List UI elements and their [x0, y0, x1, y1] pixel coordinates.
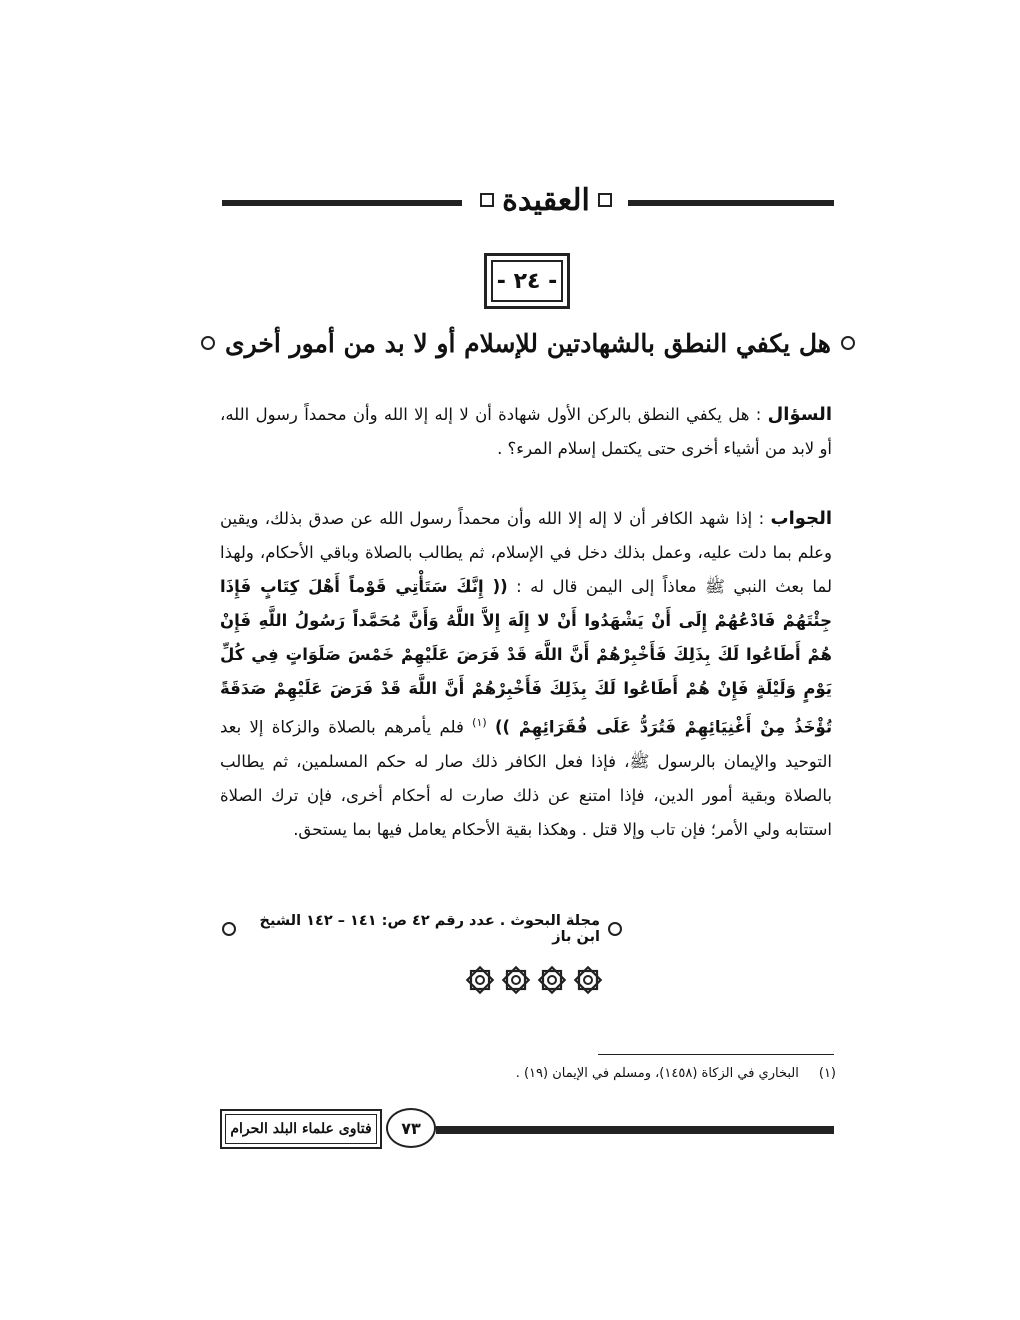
circle-bullet-icon — [841, 336, 855, 350]
footnote-text: البخاري في الزكاة (١٤٥٨)، ومسلم في الإيمان (١٩) . — [515, 1066, 799, 1081]
decorative-ornament — [464, 964, 604, 1004]
star-ornament-icon — [500, 964, 532, 996]
fatwa-number-box — [484, 253, 570, 309]
star-ornament-icon — [464, 964, 496, 996]
star-ornament-icon — [572, 964, 604, 996]
footer-rule — [436, 1126, 834, 1134]
source-citation — [222, 914, 622, 944]
question-text: : هل يكفي النطق بالركن الأول شهادة أن لا إله إلا الله وأن محمداً رسول الله، أو لابد من أشياء أخرى حتى يكتمل إسلام المرء؟ . — [220, 405, 832, 458]
fatwa-number: - ٢٤ - — [491, 260, 563, 302]
footnote-number: (١) — [818, 1066, 836, 1081]
answer-label: الجواب — [770, 508, 832, 529]
section-header — [466, 178, 626, 222]
hadith-quote: (( إِنَّكَ سَتَأْتِي قَوْماً أَهْلَ كِتَابٍ فَإِذَا جِئْتَهُمْ فَادْعُهُمْ إِلَى أَنْ يَشْهَدُوا أَنْ لا إِلَهَ إِلاَّ اللَّهُ وَأَنَّ مُحَمَّداً رَسُولُ اللَّهِ فَإِنْ هُمْ أَطَاعُوا لَكَ بِذَلِكَ فَأَخْبِرْهُمْ أَنَّ اللَّهَ قَدْ فَرَضَ عَلَيْهِمْ خَمْسَ صَلَوَاتٍ فِي كُلِّ يَوْمٍ وَلَيْلَةٍ فَإِنْ هُمْ أَطَاعُوا لَكَ بِذَلِكَ فَأَخْبِرْهُمْ أَنَّ اللَّهَ قَدْ فَرَضَ عَلَيْهِمْ صَدَقَةً تُؤْخَذُ مِنْ أَغْنِيَائِهِمْ فَتُرَدُّ عَلَى فُقَرَائِهِمْ )) — [220, 577, 833, 737]
book-title-box — [220, 1109, 382, 1149]
section-title: العقيدة — [502, 182, 590, 218]
question-heading-text: هل يكفي النطق بالشهادتين للإسلام أو لا بد من أمور أخرى — [225, 328, 831, 358]
book-title: فتاوى علماء البلد الحرام — [225, 1114, 377, 1144]
circle-bullet-icon — [201, 336, 215, 350]
answer-paragraph — [220, 502, 832, 847]
answer-text-after: فلم يأمرهم بالصلاة والزكاة إلا بعد التوحيد والإيمان بالرسول ﷺ، فإذا فعل الكافر ذلك صار له حكم المسلمين، ثم يطالب بالصلاة وبقية أمور الدين، فإذا امتنع عن ذلك صارت له أحكام أخرى، فإن ترك الصلاة استتابه ولي الأمر؛ فإن تاب وإلا قتل . وهكذا بقية الأحكام يعامل فيها بما يستحق. — [220, 717, 832, 839]
footnote-rule — [598, 1054, 834, 1055]
answer-text-before: : إذا شهد الكافر أن لا إله إلا الله وأن محمداً رسول الله عن صدق بذلك، ويقين وعلم بما دلت عليه، وعمل بذلك دخل في الإسلام، ثم يطالب بالصلاة وباقي الأحكام، ولهذا لما بعث النبي ﷺ معاذاً إلى اليمن قال له : — [220, 509, 832, 596]
question-heading — [225, 322, 831, 364]
question-paragraph — [220, 398, 832, 466]
page-number: ٧٣ — [386, 1108, 436, 1148]
question-label: السؤال — [767, 404, 832, 425]
circle-bullet-icon — [608, 922, 622, 936]
square-bullet-icon — [480, 193, 494, 207]
header-rule-right — [628, 200, 834, 206]
square-bullet-icon — [598, 193, 612, 207]
circle-bullet-icon — [222, 922, 236, 936]
star-ornament-icon — [536, 964, 568, 996]
header-rule-left — [222, 200, 462, 206]
footnote-reference[interactable]: (١) — [472, 716, 487, 729]
footnote — [480, 1066, 836, 1081]
source-text: مجلة البحوث . عدد رقم ٤٢ ص: ١٤١ – ١٤٢ الشيخ ابن باز — [259, 913, 600, 945]
